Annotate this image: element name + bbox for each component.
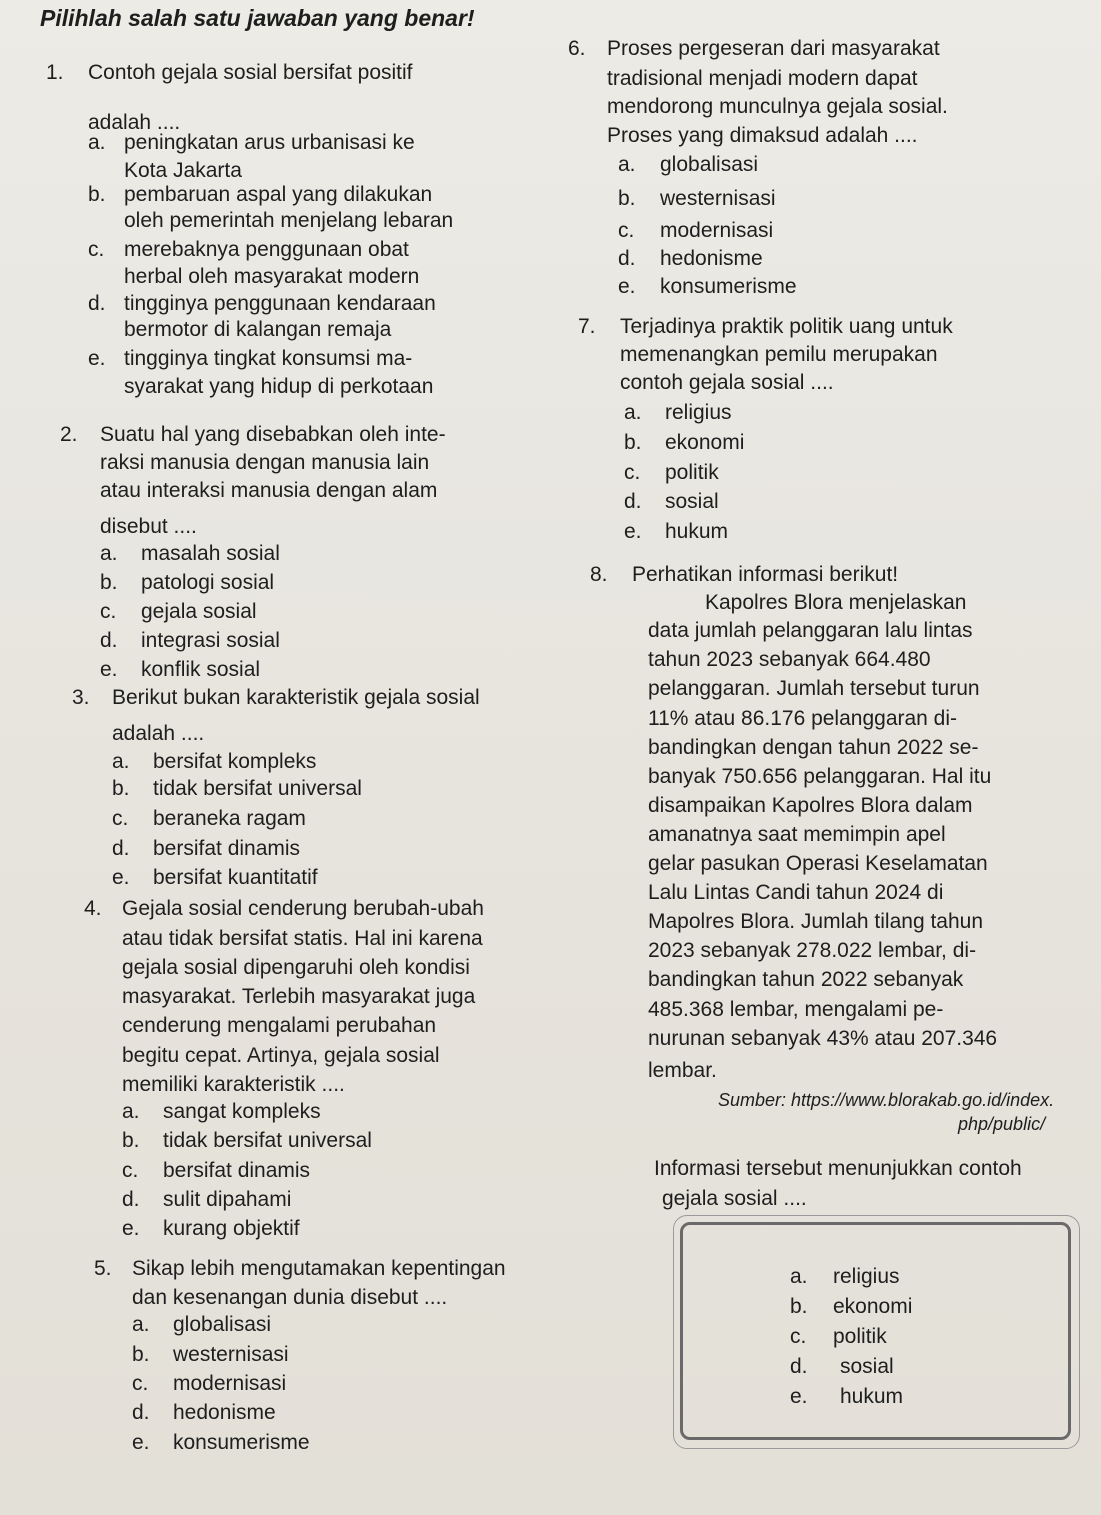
option-text[interactable]: syarakat yang hidup di perkotaan — [124, 375, 434, 398]
option-letter[interactable]: e. — [112, 866, 130, 889]
option-letter[interactable]: d. — [618, 247, 636, 270]
option-text[interactable]: westernisasi — [660, 187, 776, 210]
option-text[interactable]: tingginya penggunaan kendaraan — [124, 292, 436, 315]
option-text[interactable]: sangat kompleks — [163, 1100, 321, 1123]
option-letter[interactable]: b. — [790, 1295, 808, 1318]
question-text: gejala sosial dipengaruhi oleh kondisi — [122, 956, 470, 979]
question-text: disebut .... — [100, 515, 197, 538]
option-text[interactable]: religius — [665, 401, 732, 424]
passage-line: disampaikan Kapolres Blora dalam — [648, 794, 973, 817]
option-letter[interactable]: b. — [618, 187, 636, 210]
option-text[interactable]: politik — [665, 461, 719, 484]
instruction-heading: Pilihlah salah satu jawaban yang benar! — [40, 5, 475, 31]
option-letter[interactable]: d. — [112, 837, 130, 860]
source-line: Sumber: https://www.blorakab.go.id/index. — [718, 1090, 1055, 1110]
passage-line: Kapolres Blora menjelaskan — [705, 591, 967, 614]
option-text[interactable]: patologi sosial — [141, 571, 275, 594]
question-text: mendorong munculnya gejala sosial. — [607, 95, 948, 118]
question-text: masyarakat. Terlebih masyarakat juga — [122, 985, 476, 1008]
question-text: dan kesenangan dunia disebut .... — [132, 1286, 448, 1309]
option-letter[interactable]: c. — [618, 219, 635, 242]
option-text[interactable]: beraneka ragam — [153, 807, 306, 830]
option-text[interactable]: westernisasi — [173, 1343, 289, 1366]
option-letter[interactable]: e. — [132, 1431, 150, 1454]
option-text[interactable]: sosial — [840, 1355, 894, 1378]
option-text[interactable]: Kota Jakarta — [124, 159, 242, 182]
passage-line: data jumlah pelanggaran lalu lintas — [648, 619, 973, 642]
option-text[interactable]: pembaruan aspal yang dilakukan — [124, 183, 433, 206]
question-text: cenderung mengalami perubahan — [122, 1014, 437, 1037]
question-text: Proses yang dimaksud adalah .... — [607, 124, 918, 147]
question-text: Informasi tersebut menunjukkan contoh — [654, 1157, 1022, 1180]
option-letter[interactable]: d. — [132, 1401, 150, 1424]
option-text[interactable]: globalisasi — [660, 153, 759, 176]
passage-line: Lalu Lintas Candi tahun 2024 di — [648, 881, 944, 904]
question-text: Suatu hal yang disebabkan oleh inte- — [100, 423, 446, 446]
option-text[interactable]: gejala sosial — [141, 600, 257, 623]
option-text[interactable]: merebaknya penggunaan obat — [124, 238, 409, 261]
option-letter[interactable]: d. — [88, 292, 106, 315]
option-letter[interactable]: b. — [624, 431, 642, 454]
option-text[interactable]: globalisasi — [173, 1313, 272, 1336]
question-text: contoh gejala sosial .... — [620, 371, 834, 394]
question-text: adalah .... — [88, 111, 181, 134]
question-text: Terjadinya praktik politik uang untuk — [620, 315, 953, 338]
question-text: Berikut bukan karakteristik gejala sosial — [112, 686, 480, 709]
option-letter[interactable]: a. — [624, 401, 642, 424]
option-text[interactable]: konsumerisme — [173, 1431, 310, 1454]
option-text[interactable]: politik — [833, 1325, 887, 1348]
question-text: begitu cepat. Artinya, gejala sosial — [122, 1044, 440, 1067]
question-number: 2. — [60, 423, 78, 446]
question-number: 1. — [46, 61, 64, 84]
option-text[interactable]: hedonisme — [660, 247, 763, 270]
option-text[interactable]: integrasi sosial — [141, 629, 280, 652]
option-letter[interactable]: b. — [100, 571, 118, 594]
option-text[interactable]: hukum — [665, 520, 729, 543]
option-letter[interactable]: d. — [122, 1188, 140, 1211]
option-text[interactable]: konflik sosial — [141, 658, 261, 681]
question-number: 4. — [84, 897, 102, 920]
question-text: memenangkan pemilu merupakan — [620, 343, 938, 366]
option-text[interactable]: hukum — [840, 1385, 904, 1408]
option-letter[interactable]: a. — [132, 1313, 150, 1336]
passage-line: pelanggaran. Jumlah tersebut turun — [648, 677, 980, 700]
option-letter[interactable]: e. — [100, 658, 118, 681]
option-text[interactable]: tingginya tingkat konsumsi ma- — [124, 347, 413, 370]
option-letter[interactable]: b. — [132, 1343, 150, 1366]
question-number: 3. — [72, 686, 90, 709]
option-letter[interactable]: b. — [122, 1129, 140, 1152]
option-text[interactable]: herbal oleh masyarakat modern — [124, 265, 420, 288]
question-number: 6. — [568, 37, 586, 60]
passage-line: 485.368 lembar, mengalami pe- — [648, 998, 944, 1021]
question-number: 8. — [590, 563, 608, 586]
option-letter[interactable]: a. — [122, 1100, 140, 1123]
passage-line: 2023 sebanyak 278.022 lembar, di- — [648, 939, 977, 962]
option-letter[interactable]: d. — [624, 490, 642, 513]
question-number: 5. — [94, 1257, 112, 1280]
passage-line: banyak 750.656 pelanggaran. Hal itu — [648, 765, 992, 788]
question-text: gejala sosial .... — [662, 1187, 807, 1210]
question-text: Gejala sosial cenderung berubah-ubah — [122, 897, 484, 920]
source-line: php/public/ — [958, 1114, 1046, 1134]
option-text[interactable]: modernisasi — [173, 1372, 287, 1395]
option-text[interactable]: sulit dipahami — [163, 1188, 292, 1211]
option-letter[interactable]: c. — [790, 1325, 807, 1348]
option-text[interactable]: religius — [833, 1265, 900, 1288]
passage-line: bandingkan dengan tahun 2022 se- — [648, 736, 979, 759]
passage-line: amanatnya saat memimpin apel — [648, 823, 946, 846]
option-letter[interactable]: c. — [100, 600, 117, 623]
option-letter[interactable]: c. — [132, 1372, 149, 1395]
option-text[interactable]: bersifat kuantitatif — [153, 866, 318, 889]
passage-line: Mapolres Blora. Jumlah tilang tahun — [648, 910, 984, 933]
passage-line: nurunan sebanyak 43% atau 207.346 — [648, 1027, 998, 1050]
option-letter[interactable]: d. — [790, 1355, 808, 1378]
option-letter[interactable]: a. — [790, 1265, 808, 1288]
question-text: Contoh gejala sosial bersifat positif — [88, 61, 413, 84]
question-text: tradisional menjadi modern dapat — [607, 67, 918, 90]
option-letter[interactable]: e. — [122, 1217, 140, 1240]
option-text[interactable]: ekonomi — [833, 1295, 913, 1318]
passage-line: tahun 2023 sebanyak 664.480 — [648, 648, 931, 671]
question-text: Sikap lebih mengutamakan kepentingan — [132, 1257, 506, 1280]
option-text[interactable]: peningkatan arus urbanisasi ke — [124, 131, 415, 154]
option-letter[interactable]: c. — [88, 238, 105, 261]
passage-line: 11% atau 86.176 pelanggaran di- — [648, 707, 958, 730]
option-text[interactable]: hedonisme — [173, 1401, 276, 1424]
option-text[interactable]: sosial — [665, 490, 719, 513]
question-number: 7. — [578, 315, 596, 338]
option-text[interactable]: masalah sosial — [141, 542, 280, 565]
passage-line: lembar. — [648, 1059, 717, 1082]
passage-line: bandingkan tahun 2022 sebanyak — [648, 968, 964, 991]
option-letter[interactable]: a. — [88, 131, 106, 154]
option-text[interactable]: bermotor di kalangan remaja — [124, 318, 392, 341]
option-letter[interactable]: e. — [790, 1385, 808, 1408]
question-text: memiliki karakteristik .... — [122, 1073, 345, 1096]
option-letter[interactable]: c. — [122, 1159, 139, 1182]
option-letter[interactable]: c. — [624, 461, 641, 484]
option-text[interactable]: modernisasi — [660, 219, 774, 242]
option-text[interactable]: konsumerisme — [660, 275, 797, 298]
option-letter[interactable]: c. — [112, 807, 129, 830]
option-letter[interactable]: e. — [624, 520, 642, 543]
question-text: adalah .... — [112, 722, 205, 745]
option-letter[interactable]: a. — [618, 153, 636, 176]
option-text[interactable]: bersifat dinamis — [153, 837, 301, 860]
question-text: raksi manusia dengan manusia lain — [100, 451, 430, 474]
option-letter[interactable]: b. — [112, 777, 130, 800]
option-text[interactable]: tidak bersifat universal — [153, 777, 362, 800]
question-text: atau interaksi manusia dengan alam — [100, 479, 438, 502]
option-letter[interactable]: a. — [100, 542, 118, 565]
option-letter[interactable]: a. — [112, 750, 130, 773]
option-text[interactable]: bersifat kompleks — [153, 750, 317, 773]
option-text[interactable]: ekonomi — [665, 431, 745, 454]
question-text: atau tidak bersifat statis. Hal ini karena — [122, 927, 483, 950]
question-text: Proses pergeseran dari masyarakat — [607, 37, 940, 60]
option-text[interactable]: tidak bersifat universal — [163, 1129, 372, 1152]
question-intro: Perhatikan informasi berikut! — [632, 563, 899, 586]
option-text[interactable]: oleh pemerintah menjelang lebaran — [124, 209, 454, 232]
option-text[interactable]: bersifat dinamis — [163, 1159, 311, 1182]
option-letter[interactable]: d. — [100, 629, 118, 652]
option-letter[interactable]: e. — [88, 347, 106, 370]
option-text[interactable]: kurang objektif — [163, 1217, 300, 1240]
option-letter[interactable]: e. — [618, 275, 636, 298]
option-letter[interactable]: b. — [88, 183, 106, 206]
passage-line: gelar pasukan Operasi Keselamatan — [648, 852, 988, 875]
